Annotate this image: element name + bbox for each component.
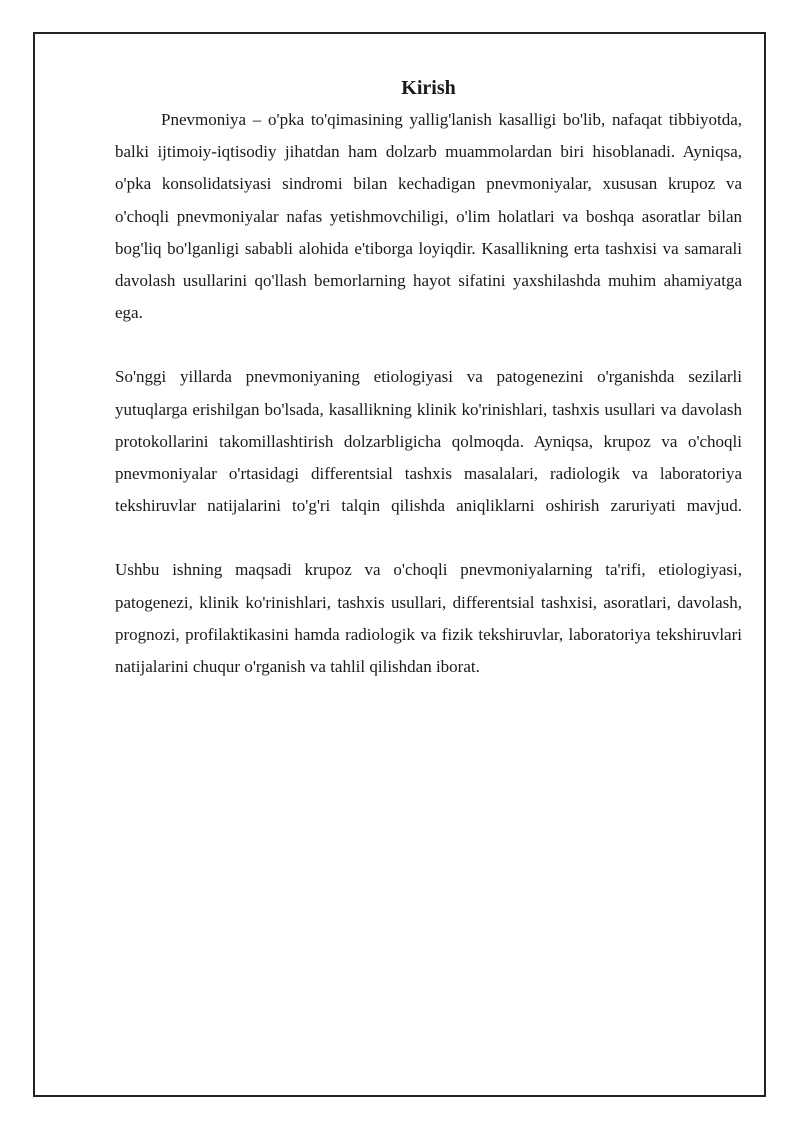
intro-paragraph: Pnevmoniya – o'pka to'qimasining yallig'lanish kasalligi bo'lib, nafaqat tibbiyotda, balki ijtimoiy-iqtisodiy jihatdan ham dolzarb muammolardan biri hisoblanadi. Ayniqsa, o'pka konsolidatsiyasi sindromi bilan kechadigan pnevmoniyalar, xususan krupoz va o'choqli pnevmoniyalar nafas yetishmovchiligi, o'lim holatlari va boshqa asoratlar bilan bog'liq bo'lganligi sababli alohida e'tiborga loyiqdir. Kasallikning erta tashxisi va samarali davolash usullarini qo'llash bemorlarning hayot sifatini yaxshilashda muhim ahamiyatga ega. [115,110,742,323]
document-title: Kirish [401,77,456,99]
paragraph-spacer [115,329,742,361]
purpose-paragraph: Ushbu ishning maqsadi krupoz va o'choqli pnevmoniyalarning ta'rifi, etiologiyasi, patogenezi, klinik ko'rinishlari, tashxis usullari, differentsial tashxisi, asoratlari, davolash, prognozi, profilaktikasini hamda radiologik va fizik tekshiruvlar, laboratoriya tekshiruvlari natijalarini chuqur o'rganish va tahlil qilishdan iborat. [115,560,742,677]
document-body [115,72,742,683]
paragraph-spacer [115,522,742,554]
background-paragraph: So'nggi yillarda pnevmoniyaning etiologiyasi va patogenezini o'rganishda sezilarli yutuqlarga erishilgan bo'lsada, kasallikning klinik ko'rinishlari, tashxis usullari va davolash protokollarini takomillashtirish dolzarbligicha qolmoqda. Ayniqsa, krupoz va o'choqli pnevmoniyalar o'rtasidagi differentsial tashxis masalalari, radiologik va laboratoriya tekshiruvlar natijalarini to'g'ri talqin qilishda aniqliklarni oshirish zaruriyati mavjud. [115,367,742,516]
